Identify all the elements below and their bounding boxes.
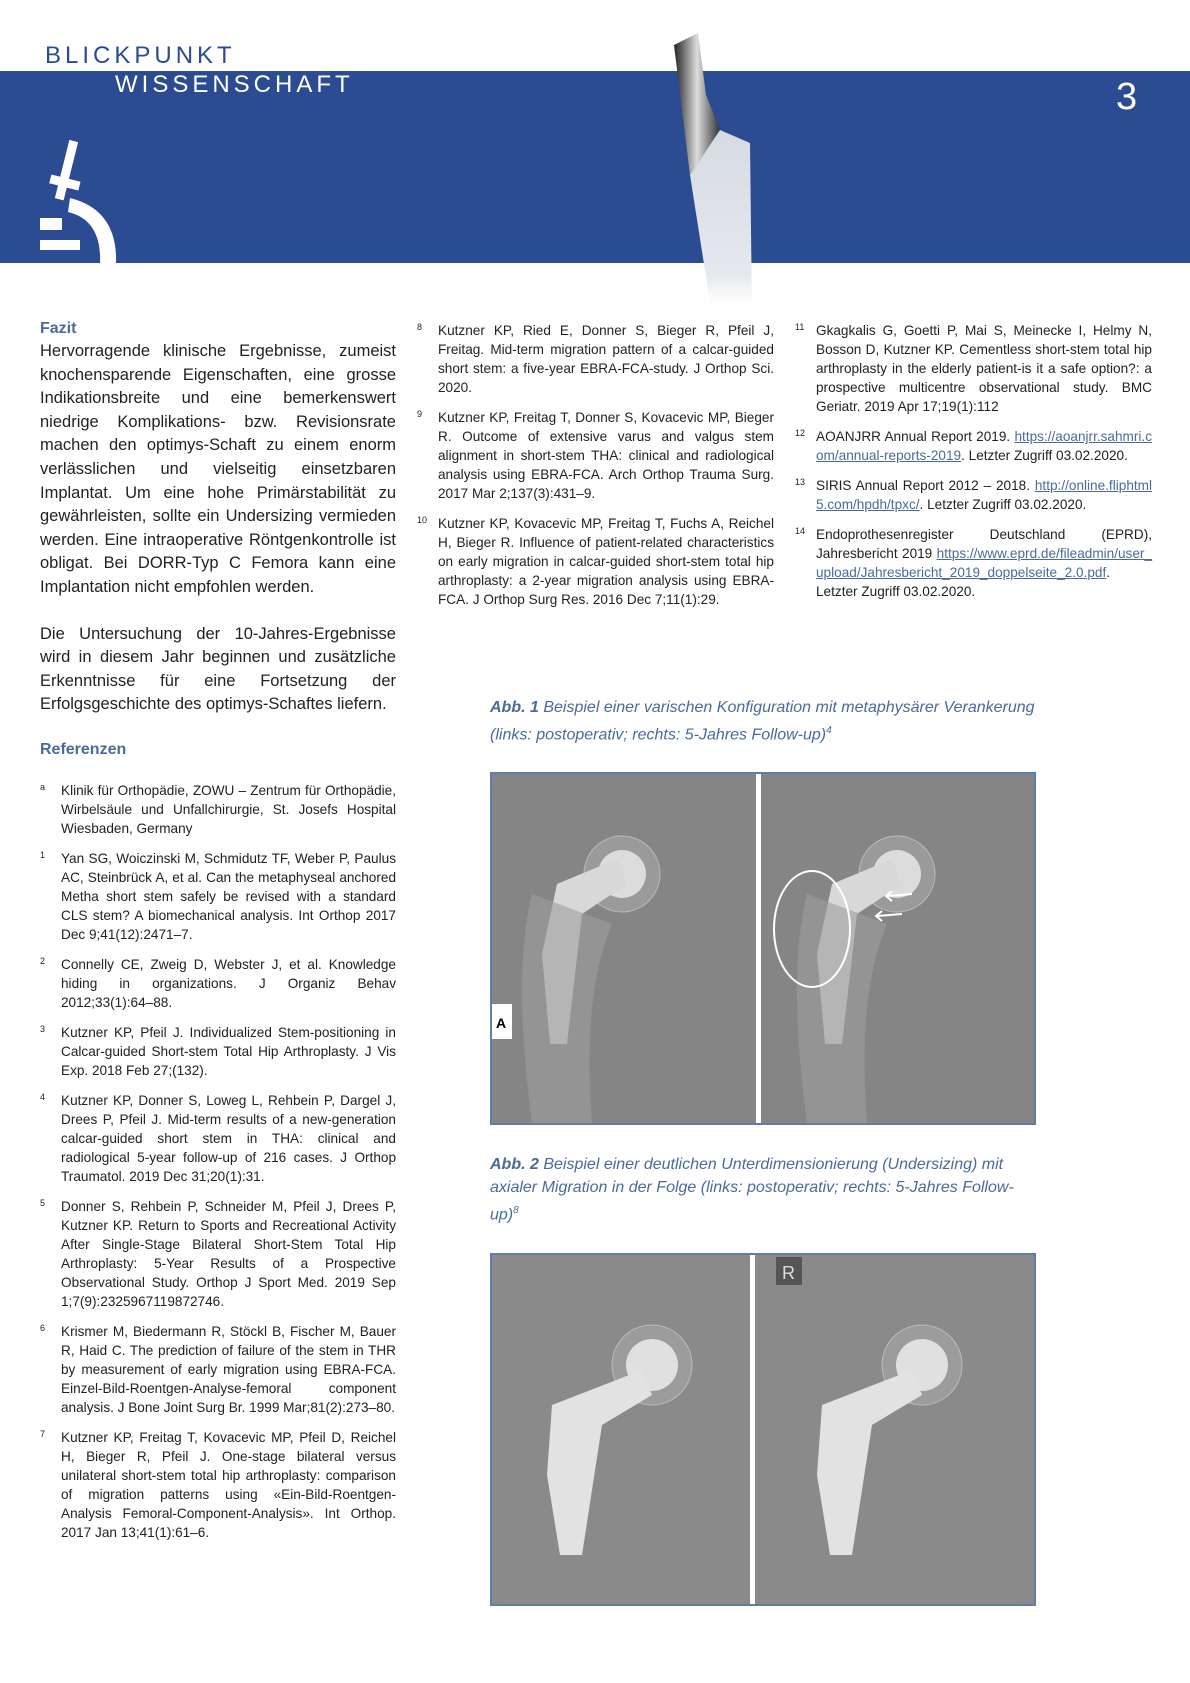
reference-number: 3 <box>40 1023 46 1034</box>
reference-number: 13 <box>795 477 806 487</box>
reference-item <box>40 1322 396 1417</box>
reference-text: AOANJRR Annual Report 2019. <box>816 429 1015 444</box>
fazit-paragraph-1: Hervorragende klinische Ergebnisse, zumeist knochensparende Eigenschaften, eine grosse Indikationsbreite und eine bemerkenswert niedrige Komplikations- bzw. Revisionsrate machen den optimys-Schaft zu einem enorm verlässlichen und vielseitig einsetzbaren Implantat. Um eine hohe Primärstabilität zu gewährleisten, sollte ein Undersizing vermieden werden. Eine intraoperative Röntgenkontrolle ist obligat. Bei DORR-Typ C Femora kann eine Implantation nicht empfohlen werden. <box>40 342 396 596</box>
reference-link[interactable]: http://online.fliphtml5.com/hpdh/tpxc/ <box>816 478 1152 512</box>
references-column-3 <box>795 321 1152 696</box>
page-number: 3 <box>1116 76 1138 118</box>
figure-2-label: Abb. 2 <box>490 1156 539 1174</box>
figure-1-caption-text: Beispiel einer varischen Konfiguration mit metaphysärer Verankerung (links: postoperativ; rechts: 5-Jahres Follow-up) <box>490 699 1035 744</box>
figure-1-xray <box>490 772 1036 1125</box>
figures <box>417 696 1152 1606</box>
reference-text: Kutzner KP, Donner S, Loweg L, Rehbein P, Dargel J, Drees P, Pfeil J. Mid-term results of a new-generation calcar-guided short stem in THA: clinical and radiological 5-year follow-up of 216 cases. J Orthop Traumatol. 2019 Dec 31;20(1):31. <box>61 1092 396 1184</box>
reference-item <box>40 781 396 838</box>
reference-text: Kutzner KP, Pfeil J. Individualized Stem-positioning in Calcar-guided Short-stem Total Hip Arthroplasty. J Vis Exp. 2018 Feb 27;(132). <box>61 1024 396 1078</box>
reference-item <box>795 321 1152 416</box>
reference-text: Kutzner KP, Freitag T, Donner S, Kovacevic MP, Bieger R. Outcome of extensive varus and valgus stem alignment in short-stem THA: clinical and radiological analysis using EBRA-FCA. Arch Orthop Trauma Surg. 2017 Mar 2;137(3):431–9. <box>438 410 774 501</box>
reference-number: 1 <box>40 849 46 860</box>
fazit-paragraph-2: Die Untersuchung der 10-Jahres-Ergebnisse wird in diesem Jahr beginnen und zusätzliche Erkenntnisse für eine Fortsetzung der Erfolgsgeschichte des optimys-Schaftes liefern. <box>40 624 396 714</box>
reference-number: 2 <box>40 955 46 966</box>
figure-1-caption <box>490 696 1040 746</box>
reference-number: 4 <box>40 1091 46 1102</box>
reference-number: 8 <box>417 322 423 332</box>
reference-text: Kutzner KP, Kovacevic MP, Freitag T, Fuchs A, Reichel H, Bieger R. Influence of patient-related characteristics on early migration in calcar-guided short-stem total hip arthroplasty: a 2-year migration analysis using EBRA-FCA. J Orthop Surg Res. 2016 Dec 7;11(1):29. <box>438 516 774 607</box>
reference-item <box>417 408 774 503</box>
reference-number: a <box>40 781 46 792</box>
marker-label: R <box>782 1262 795 1283</box>
implant-image <box>660 25 820 315</box>
right-area <box>417 321 1152 1606</box>
microscope-icon <box>40 140 130 264</box>
reference-text: Kutzner KP, Ried E, Donner S, Bieger R, Pfeil J, Freitag. Mid-term migration pattern of a calcar-guided short stem: a five-year EBRA-FCA-study. J Orthop Sci. 2020. <box>438 323 774 395</box>
reference-text-after: . Letzter Zugriff 03.02.2020. <box>816 565 1111 599</box>
references-column-2 <box>417 321 774 696</box>
figure-2-caption <box>490 1153 1040 1226</box>
reference-item <box>417 514 774 609</box>
reference-number: 14 <box>795 526 806 536</box>
references-heading: Referenzen <box>40 740 127 758</box>
reference-text: Klinik für Orthopädie, ZOWU – Zentrum für Orthopädie, Wirbelsäule und Unfallchirurgie, St. Josefs Hospital Wiesbaden, Germany <box>61 782 396 836</box>
reference-item <box>40 955 396 1012</box>
references-column-1 <box>40 781 396 1542</box>
reference-text: Krismer M, Biedermann R, Stöckl B, Fischer M, Bauer R, Haid C. The prediction of failure of the stem in THR by measurement of early migration using EBRA-FCA. Einzel-Bild-Roentgen-Analyse-femoral component analysis. J Bone Joint Surg Br. 1999 Mar;81(2):273–80. <box>61 1323 396 1415</box>
reference-item <box>40 1091 396 1186</box>
reference-item <box>417 321 774 397</box>
figure-2-caption-text: Beispiel einer deutlichen Unterdimensionierung (Undersizing) mit axialer Migration in der Folge (links: postoperativ; rechts: 5-Jahres Follow-up) <box>490 1156 1014 1224</box>
reference-text: SIRIS Annual Report 2012 – 2018. <box>816 478 1035 493</box>
reference-text: Yan SG, Woiczinski M, Schmidutz TF, Weber P, Paulus AC, Steinbrück A, et al. Can the metaphyseal anchored Metha short stem safely be revised with a standard CLS stem? A biomechanical analysis. Int Orthop 2017 Dec 9;41(12):2471–7. <box>61 850 396 942</box>
xray-image <box>492 1255 1034 1604</box>
reference-text: Endoprothesenregister Deutschland (EPRD), Jahresbericht 2019 <box>816 527 1152 561</box>
reference-number: 5 <box>40 1197 46 1208</box>
reference-item <box>795 476 1152 514</box>
reference-item <box>40 1023 396 1080</box>
fazit-heading: Fazit <box>40 320 77 337</box>
reference-text-after: . Letzter Zugriff 03.02.2020. <box>919 497 1087 512</box>
reference-text: Donner S, Rehbein P, Schneider M, Pfeil J, Drees P, Kutzner KP. Return to Sports and Recreational Activity After Single-Stage Bilateral Short-Stem Total Hip Arthroplasty: 5-Year Results of a Prospective Observational Study. Orthop J Sport Med. 2019 Sep 1;7(9):2325967119872746. <box>61 1198 396 1309</box>
figure-2-xray <box>490 1253 1036 1606</box>
brand-line-2: WISSENSCHAFT <box>115 71 354 98</box>
reference-item <box>40 1197 396 1311</box>
xray-image <box>492 774 1034 1123</box>
reference-text: Connelly CE, Zweig D, Webster J, et al. Knowledge hiding in organizations. J Organiz Behav 2012;33(1):64–88. <box>61 956 396 1010</box>
header-band <box>0 71 1190 263</box>
figure-2-ref: 8 <box>513 1205 519 1217</box>
reference-item <box>40 849 396 944</box>
marker-label: A <box>496 1015 507 1032</box>
reference-number: 9 <box>417 409 423 419</box>
reference-text: Kutzner KP, Freitag T, Kovacevic MP, Pfeil D, Reichel H, Bieger R, Pfeil J. One-stage bilateral versus unilateral short-stem total hip arthroplasty: comparison of migration patterns using «Ein-Bild-Roentgen-Analysis Femoral-Component-Analysis». Int Orthop. 2017 Jan 13;41(1):61–6. <box>61 1429 396 1540</box>
figure-1-ref: 4 <box>826 725 832 736</box>
reference-link[interactable]: https://www.eprd.de/fileadmin/user_upload/Jahresbericht_2019_doppelseite_2.0.pdf <box>816 546 1152 580</box>
reference-item <box>795 525 1152 601</box>
reference-item <box>795 427 1152 465</box>
reference-number: 6 <box>40 1322 46 1333</box>
reference-number: 10 <box>417 515 428 525</box>
reference-number: 12 <box>795 428 806 438</box>
reference-text-after: . Letzter Zugriff 03.02.2020. <box>961 448 1128 463</box>
brand-line-1: BLICKPUNKT <box>45 42 236 69</box>
reference-link[interactable]: https://aoanjrr.sahmri.com/annual-reports-2019 <box>816 429 1152 463</box>
reference-number: 7 <box>40 1428 46 1439</box>
reference-text: Gkagkalis G, Goetti P, Mai S, Meinecke I, Helmy N, Bosson D, Kutzner KP. Cementless short-stem total hip arthroplasty in the elderly patient-is it a safe option?: a prospective multicentre observational study. BMC Geriatr. 2019 Apr 17;19(1):112 <box>816 323 1152 414</box>
figure-1-label: Abb. 1 <box>490 699 539 716</box>
reference-item <box>40 1428 396 1542</box>
left-column <box>40 320 396 1553</box>
reference-number: 11 <box>795 322 805 332</box>
